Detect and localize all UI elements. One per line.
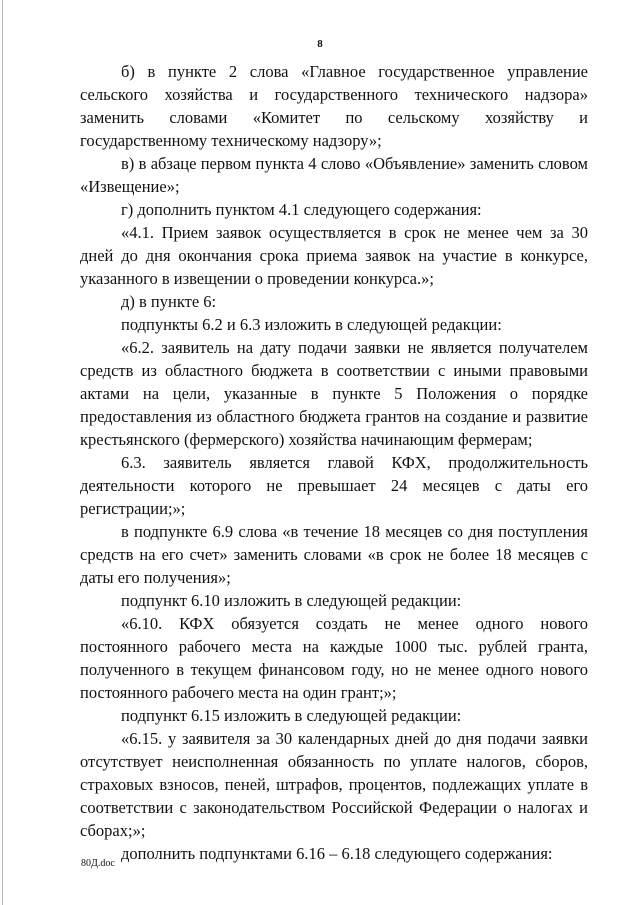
- paragraph-6-3: 6.3. заявитель является главой КФХ, продолжительность деятельности которого не превышает 24 месяцев с даты его регистрации;»;: [80, 453, 588, 518]
- page-number: 8: [317, 38, 323, 50]
- paragraph-6-10: «6.10. КФХ обязуется создать не менее одного нового постоянного рабочего места на каждые 1000 тыс. рублей гранта, полученного в текущем финансовом году, но не менее одного нового постоянного рабочего места на один грант;»;: [80, 614, 588, 702]
- footer-filename: 80Д.doc: [81, 858, 115, 869]
- paragraph-6-15: «6.15. у заявителя за 30 календарных дней до дня подачи заявки отсутствует неисполненная обязанность по уплате налогов, сборов, страховых взносов, пеней, штрафов, процентов, подлежащих уплате в соответствии с законодательством Российской Федерации о налогах и сборах;»;: [80, 729, 588, 840]
- paragraph-d: д) в пункте 6:: [121, 292, 217, 311]
- paragraph-subpoints-6-2-6-3: подпункты 6.2 и 6.3 изложить в следующей редакции:: [121, 315, 502, 334]
- paragraph-v: в) в абзаце первом пункта 4 слово «Объявление» заменить словом «Извещение»;: [80, 154, 588, 196]
- paragraph-4-1: «4.1. Прием заявок осуществляется в срок не менее чем за 30 дней до дня окончания срока приема заявок на участие в конкурсе, указанного в извещении о проведении конкурса.»;: [80, 223, 588, 288]
- paragraph-6-9: в подпункте 6.9 слова «в течение 18 месяцев со дня поступления средств на его счет» заменить словами «в срок не более 18 месяцев с даты его получения»;: [80, 522, 588, 587]
- paragraph-subpoint-6-15: подпункт 6.15 изложить в следующей редакции:: [121, 706, 462, 725]
- paragraph-6-2: «6.2. заявитель на дату подачи заявки не является получателем средств из областного бюджета в соответствии с иными правовыми актами на цели, указанные в пункте 5 Положения о порядке предоставления из областного бюджета грантов на создание и развитие крестьянского (фермерского) хозяйства начинающим фермерам;: [80, 338, 588, 449]
- paragraph-subpoint-6-10: подпункт 6.10 изложить в следующей редакции:: [121, 591, 462, 610]
- paragraph-g: г) дополнить пунктом 4.1 следующего содержания:: [121, 200, 482, 219]
- paragraph-6-16-6-18: дополнить подпунктами 6.16 – 6.18 следующего содержания:: [121, 844, 553, 863]
- scan-edge-line: [2, 0, 3, 905]
- document-body: [80, 60, 588, 865]
- paragraph-b: б) в пункте 2 слова «Главное государственное управление сельского хозяйства и государственного технического надзора» заменить словами «Комитет по сельскому хозяйству и государственному техническому надзору»;: [80, 62, 588, 150]
